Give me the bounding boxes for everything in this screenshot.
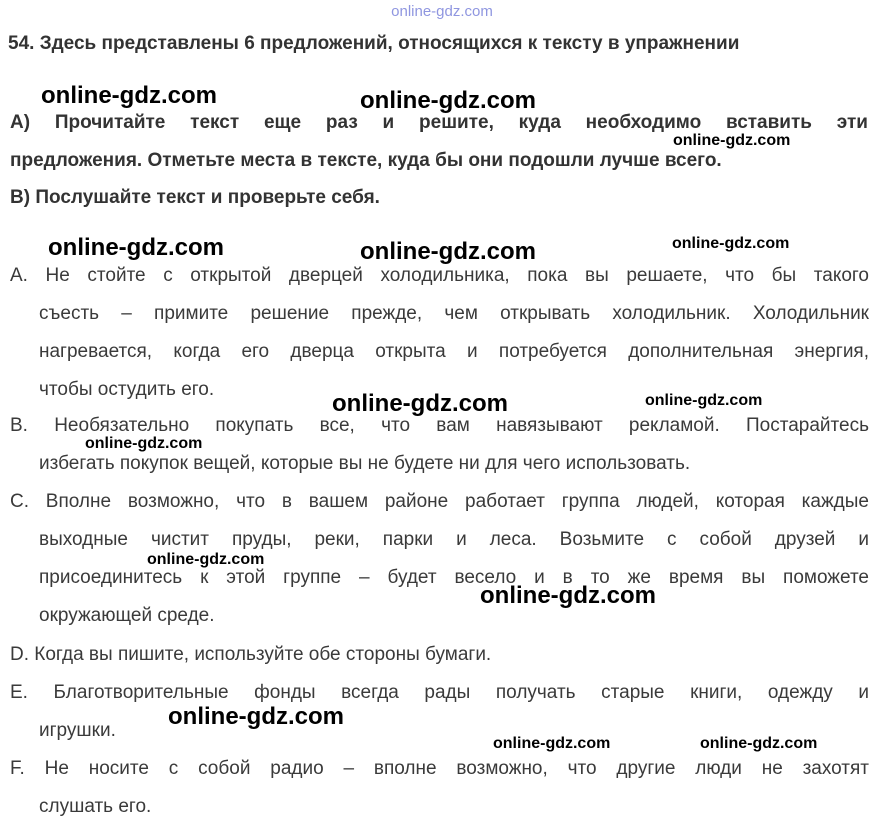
sentence-b-line: B. Необязательно покупать все, что вам навязывают рекламой. Постарайтесь xyxy=(10,415,869,436)
instruction-a-line-2: предложения. Отметьте места в тексте, куда бы они подошли лучше всего. xyxy=(10,150,722,171)
exercise-title: 54. Здесь представлены 6 предложений, относящихся к тексту в упражнении xyxy=(8,33,740,54)
sentence-d-line: D. Когда вы пишите, используйте обе стороны бумаги. xyxy=(10,644,492,665)
watermark: online-gdz.com xyxy=(672,235,790,252)
sentence-a xyxy=(10,257,869,409)
watermark: online-gdz.com xyxy=(480,582,656,609)
watermark: online-gdz.com xyxy=(645,392,763,409)
sentence-b-line: избегать покупок вещей, которые вы не будете ни для чего использовать. xyxy=(39,453,691,474)
instruction-a-line-1: A) Прочитайте текст еще раз и решите, куда необходимо вставить эти xyxy=(10,112,868,133)
sentence-c-line: окружающей среде. xyxy=(39,605,215,626)
sentence-a-line: A. Не стойте с открытой дверцей холодильника, пока вы решаете, что бы такого xyxy=(10,265,869,286)
sentence-c-line: присоединитесь к этой группе – будет весело и в то же время вы поможете xyxy=(39,567,869,588)
sentence-d xyxy=(10,636,869,674)
watermark: online-gdz.com xyxy=(493,735,611,752)
sentence-c xyxy=(10,483,869,635)
sentence-c-line: C. Вполне возможно, что в вашем районе работает группа людей, которая каждые xyxy=(10,491,869,512)
site-label: online-gdz.com xyxy=(391,3,493,20)
sentence-f-line: F. Не носите с собой радио – вполне возможно, что другие люди не захотят xyxy=(10,758,869,779)
sentence-e-line: E. Благотворительные фонды всегда рады получать старые книги, одежду и xyxy=(10,682,869,703)
instruction-b: B) Послушайте текст и проверьте себя. xyxy=(10,187,380,208)
watermark: online-gdz.com xyxy=(360,238,536,265)
watermark: online-gdz.com xyxy=(332,390,508,417)
sentence-a-line: съесть – примите решение прежде, чем открывать холодильник. Холодильник xyxy=(39,303,869,324)
sentence-a-line: чтобы остудить его. xyxy=(39,379,215,400)
watermark: online-gdz.com xyxy=(41,82,217,109)
watermark: online-gdz.com xyxy=(168,703,344,730)
watermark: online-gdz.com xyxy=(700,735,818,752)
watermark: online-gdz.com xyxy=(147,551,265,568)
sentence-a-line: нагревается, когда его дверца открыта и потребуется дополнительная энергия, xyxy=(39,341,869,362)
sentence-e-line: игрушки. xyxy=(39,720,116,741)
watermark: online-gdz.com xyxy=(360,87,536,114)
sentence-f-line: слушать его. xyxy=(39,796,152,817)
sentence-f xyxy=(10,750,869,826)
watermark: online-gdz.com xyxy=(85,435,203,452)
sentence-c-line: выходные чистит пруды, реки, парки и леса. Возьмите с собой друзей и xyxy=(39,529,869,550)
watermark: online-gdz.com xyxy=(48,234,224,261)
watermark: online-gdz.com xyxy=(673,132,791,149)
